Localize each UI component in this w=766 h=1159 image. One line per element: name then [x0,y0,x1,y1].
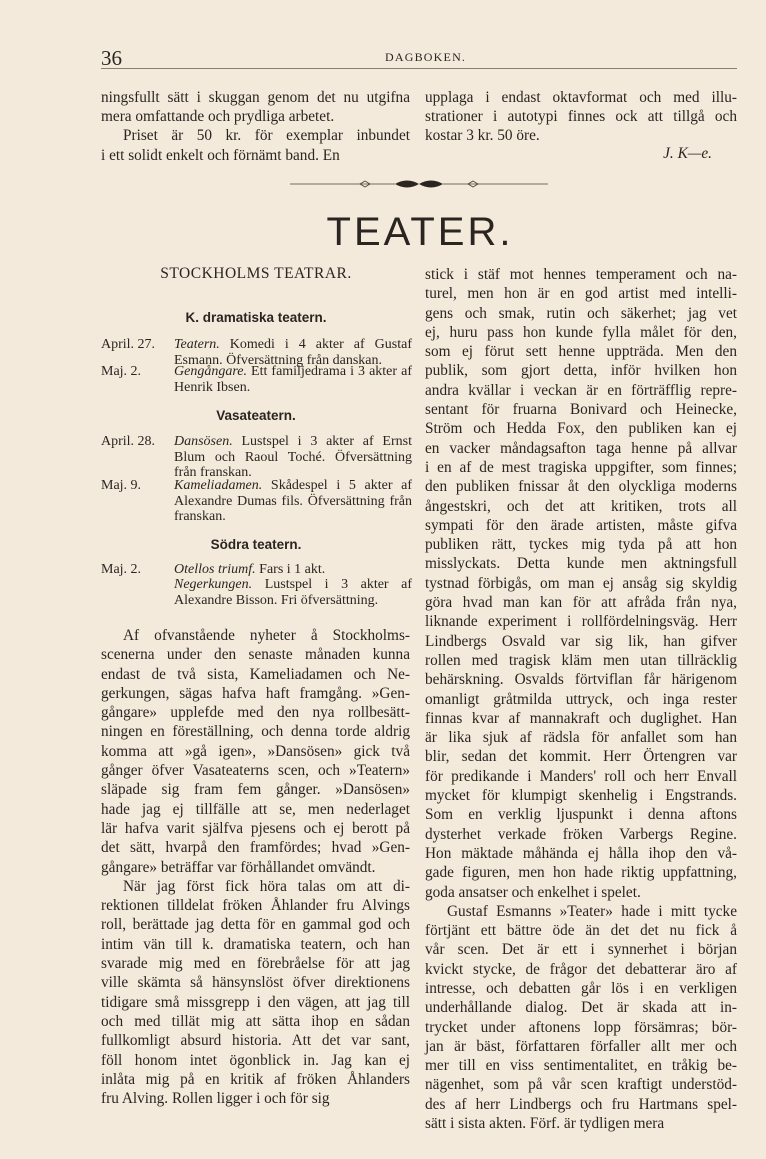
text-line: publik, som gjort detta, inför hvilken hon [425,362,737,380]
text-line: behärskning. Osvalds förtviflan får härigenom [425,671,737,689]
text-line: rektionen tilldelat fröken Åhlander fru Alvings [101,897,410,915]
entry-date: April. 27. [101,337,156,352]
text-line: intim vän till k. dramatiska teatern, och han [101,935,410,953]
text-line: Hon mäktade måhända ej hålla ihop den vå- [425,844,737,862]
text-line: roll, berättade jag detta för en gammal god och [101,916,410,934]
text-line: mera omfattande och prydliga arbetet. [101,108,335,126]
text-line: som ej förut sett henne uppträda. Men den [425,343,737,361]
text-line: en vacker måndagsafton taga henne på allvar [425,439,737,457]
text-line: ville skämta så hänsynslöst öfver direktionens [101,974,410,992]
text-line: kvickt stycke, de frågor det debatterar äro af [425,960,737,978]
entry-date: Maj. 2. [101,364,142,379]
text-line: gade figuren, men hon hade riktig uppfattning, [425,864,737,882]
text-line: sympati för den ärade artisten, måste gifva [425,516,737,534]
text-line: göra hvad man kan för att afråda från nya, [425,594,737,612]
list-item [101,364,412,398]
page-number: 36 [101,46,122,70]
text-line: andra kvällar i veckan är en förträfflig repre- [425,381,737,399]
entry-description: Otellos triumf. Fars i 1 akt. [174,562,326,577]
top-left-text [101,88,410,165]
text-line: släpade sig fram fem gånger. »Dansösen» [101,781,410,799]
text-line: för predikande i Manders' roll och herr Envall [425,767,737,785]
theatre-heading-vasa: Vasateatern. [216,408,296,423]
text-line: des af herr Lindbergs och fru Hartmans spel- [425,1095,737,1113]
entry-description: Dansösen. Lustspel i 3 akter af Ernst Blum och Raoul Toché. Öfversättning från franskan. [174,434,412,481]
text-line: intresse, och debatten går lös i en verkligen [425,979,737,997]
text-line: Lindbergs Osvald var sig lik, han gifver [425,632,737,650]
top-right-text [425,88,737,146]
text-line: i en af de mest tragiska uppgifter, som finnes; [425,458,737,476]
text-line: förtjänt ett bättre öde än det det nu fick å [425,922,737,940]
list-item [101,577,412,609]
text-line: tystnad förbigås, om man ej ansåg sig skyldig [425,574,737,592]
list-item [101,478,412,526]
text-line: finnas kvar af mannakraft och duglighet. Han [425,709,737,727]
entry-description: Kameliadamen. Skådespel i 5 akter af Alexandre Dumas fils. Öfversättning från franskan. [174,478,412,525]
text-line: endast de två sista, Kameliadamen och Ne- [101,665,410,683]
text-line: misslyckats. Detta kunde men aktningsfull [425,555,737,573]
text-line: svarade mig med en förebråelse för att jag [101,955,410,973]
text-line: gånger öfver Vasateaterns scen, och »Teatern» [101,762,410,780]
text-line: i ett solidt enkelt och förnämt band. En [101,146,340,164]
theatre-heading-sodra: Södra teatern. [210,537,302,552]
entry-description: Negerkungen. Lustspel i 3 akter af Alexandre Bisson. Fri öfversättning. [174,577,412,608]
header-rule [101,68,737,69]
entry-description: Teatern. Komedi i 4 akter af Gustaf Esmann. Öfversättning från danskan. [174,337,412,368]
text-line: jan är bäst, författaren förfaller allt mer och [425,1037,737,1055]
text-line: den publiken fnissar åt den olyckliga moderns [425,478,737,496]
text-line: strationer i autotypi finnes ock att tillgå och [425,108,737,126]
entry-description: Gengångare. Ett familjedrama i 3 akter af Henrik Ibsen. [174,364,412,395]
text-line: hade jag ej tillfälle att se, men nederlaget [101,800,410,818]
text-line: är lika sjuk af rädsla för anfallet som han [425,729,737,747]
text-line: mycket för klumpigt skenhelig i Engstrands. [425,787,737,805]
entry-date: Maj. 2. [101,562,142,577]
text-line: Gustaf Esmanns »Teater» hade i mitt tycke [447,902,737,920]
text-line: stick i stäf mot hennes temperament och na- [425,266,737,283]
text-line: föll honom intet ögonblick in. Jag kan ej [101,1051,410,1069]
left-body-text [101,626,410,1108]
text-line: gens och smak, rutin och säkerhet; jag vet [425,304,737,322]
running-title: DAGBOKEN. [385,50,467,64]
text-line: liknande experiment i rollfördelningsväg. Herr [425,613,737,631]
section-title: TEATER. [326,210,514,254]
list-item [101,562,412,578]
text-line: omanligt gråtmilda uttryck, och inga rester [425,690,737,708]
text-line: gångare» upplefde med den nya rollbesätt- [101,704,410,722]
text-line: ej, huru pass hon kunde fylla målet för den, [425,323,737,341]
text-line: det sätt, hvarpå den framfördes; hvad »Gen- [101,839,410,857]
text-line: inlåta mig på en kritik af fröken Åhlanders [101,1070,410,1088]
text-line: dysterhet verkade fröken Varbergs Regine. [425,825,737,843]
list-item [101,434,412,482]
text-line: ångestskri, och det att kritiken, trots all [425,497,737,515]
text-line: goda ansatser och enkelhet i spelet. [425,883,641,901]
text-line: Ström och Hedda Fox, den publiken kan ej [425,420,737,438]
right-body-text [425,265,737,1133]
text-line: vår scen. Det är ett i synnerhet i början [425,941,737,959]
text-line: upplaga i endast oktavformat och med illu- [425,89,737,106]
text-line: Som en verklig ljuspunkt i denna aftons [425,806,737,824]
text-line: sätt i sista akten. Förf. är tydligen mera [425,1115,665,1133]
text-line: När jag först fick höra talas om att di- [123,877,410,895]
text-line: publiken rätt, tyckes mig tyda på att hon [425,536,737,554]
theatre-heading-kdram: K. dramatiska teatern. [185,310,327,325]
text-line: lär hafva varit själfva pjesens och ej berott på [101,819,410,837]
text-line: turel, men hon är en god artist med intelli- [425,285,737,303]
subsection-title: STOCKHOLMS TEATRAR. [160,265,352,282]
text-line: blir, sedan det kommit. Herr Örtengren var [425,748,737,766]
text-line: underhållande dialog. Det är skada att in- [425,999,737,1017]
signature: J. K—e. [663,145,712,162]
text-line: kostar 3 kr. 50 öre. [425,127,540,145]
text-line: ningen en föreställning, och denna torde aldrig [101,723,410,741]
text-line: Priset är 50 kr. för exemplar inbundet [123,127,410,145]
text-line: gångare» beträffar var förhållandet omvändt. [101,858,376,876]
text-line: sentant för fruarna Bonivard och Heinecke, [425,401,737,419]
text-line: nägenhet, som på vår scen kraftigt understöd- [425,1076,737,1094]
text-line: fullkomligt absurd historia. Att det var sant, [101,1032,410,1050]
text-line: scenerna under den senaste månaden kunna [101,646,410,664]
text-line: mer till en viss sentimentalitet, en tråkig be- [425,1057,737,1075]
text-line: gerkungen, sägas hafva haft framgång. »Gen- [101,684,410,702]
text-line: rollen med tragisk kläm men utan tillräcklig [425,651,737,669]
text-line: komma att »gå igen», »Dansösen» gick två [101,742,410,760]
text-line: och med tillät mig att sätta ihop en sådan [101,1012,410,1030]
text-line: ningsfullt sätt i skuggan genom det nu utgifna [101,89,410,106]
text-line: trycket under aftonens lopp försämras; bör- [425,1018,737,1036]
text-line: fru Alving. Rollen ligger i och för sig [101,1090,330,1108]
text-line: tidigare små missgrepp i den vägen, att jag till [101,993,410,1011]
text-line: Af ofvanstående nyheter å Stockholms- [123,627,410,644]
ornament-divider [290,177,548,191]
entry-date: April. 28. [101,434,156,449]
entry-date: Maj. 9. [101,478,142,493]
